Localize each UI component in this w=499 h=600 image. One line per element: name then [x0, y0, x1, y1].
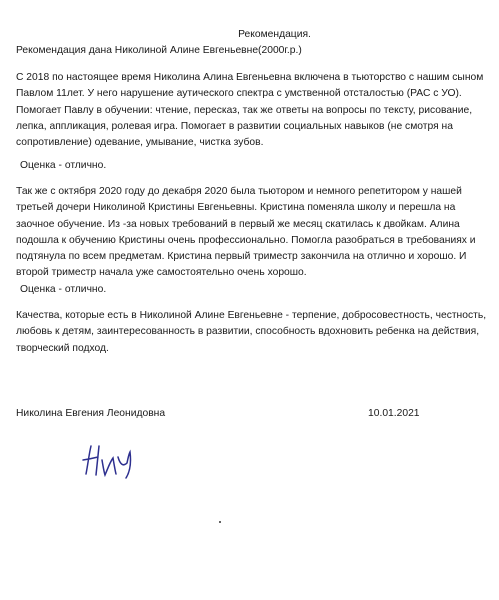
intro-line: Рекомендация дана Николиной Алине Евгеньевне(2000г.р.) [16, 45, 302, 56]
paragraph-line: третьей дочери Николиной Кристины Евгеньевны. Кристина поменяла школу и перешла на [16, 202, 456, 214]
paragraph-line: подошла к обучению Кристины очень профессионально. Помогла разобраться в требованиях и [16, 234, 476, 246]
paragraph-line: лепка, аппликация, ролевая игра. Помогает в развитии социальных навыков (не смотря на [16, 120, 453, 132]
paragraph-line: любовь к детям, заинтересованность в развитии, способность вдохновить ребенка на действия, [16, 326, 480, 338]
paragraph-line: Помогает Павлу в обучении: чтение, пересказ, так же ответы на вопросы по тексту, рисование, [16, 104, 473, 116]
paragraph-tutoring-son [16, 70, 486, 151]
handwritten-signature [80, 440, 150, 480]
paragraph-line: Качества, которые есть в Николиной Алине Евгеньевне - терпение, добросовестность, честность, [16, 310, 487, 321]
paragraph-qualities [16, 308, 486, 357]
grade-line: Оценка - отлично. [20, 284, 107, 295]
scan-speck [219, 521, 221, 523]
paragraph-line: С 2018 по настоящее время Николина Алина Евгеньевна включена в тьюторство с нашим сыном [16, 72, 484, 83]
paragraph-tutoring-daughter [16, 184, 486, 282]
document-title: Рекомендация. [238, 29, 311, 40]
paragraph-line: подтянула по всем предметам. Кристина первый триместр закончила на отлично и хорошо. И [16, 251, 467, 263]
paragraph-line: сопротивление) одевание, умывание, чистка зубов. [16, 137, 264, 149]
paragraph-line: заочное обучение. Из -за новых требований в первый же месяц скатилась к двойкам. Алина [16, 218, 460, 230]
paragraph-line: второй триместр начала уже самостоятельно очень хорошо. [16, 267, 307, 279]
paragraph-line: творческий подход. [16, 342, 109, 354]
document-date: 10.01.2021 [368, 408, 420, 419]
paragraph-line: Павлом 11лет. У него нарушение аутического спектра с умственной отсталостью (РАС с УО). [16, 88, 462, 100]
paragraph-line: Так же с октября 2020 году до декабря 2020 была тьютором и немного репетитором у нашей [16, 186, 462, 197]
signer-name: Николина Евгения Леонидовна [16, 408, 166, 419]
grade-line: Оценка - отлично. [20, 160, 107, 171]
